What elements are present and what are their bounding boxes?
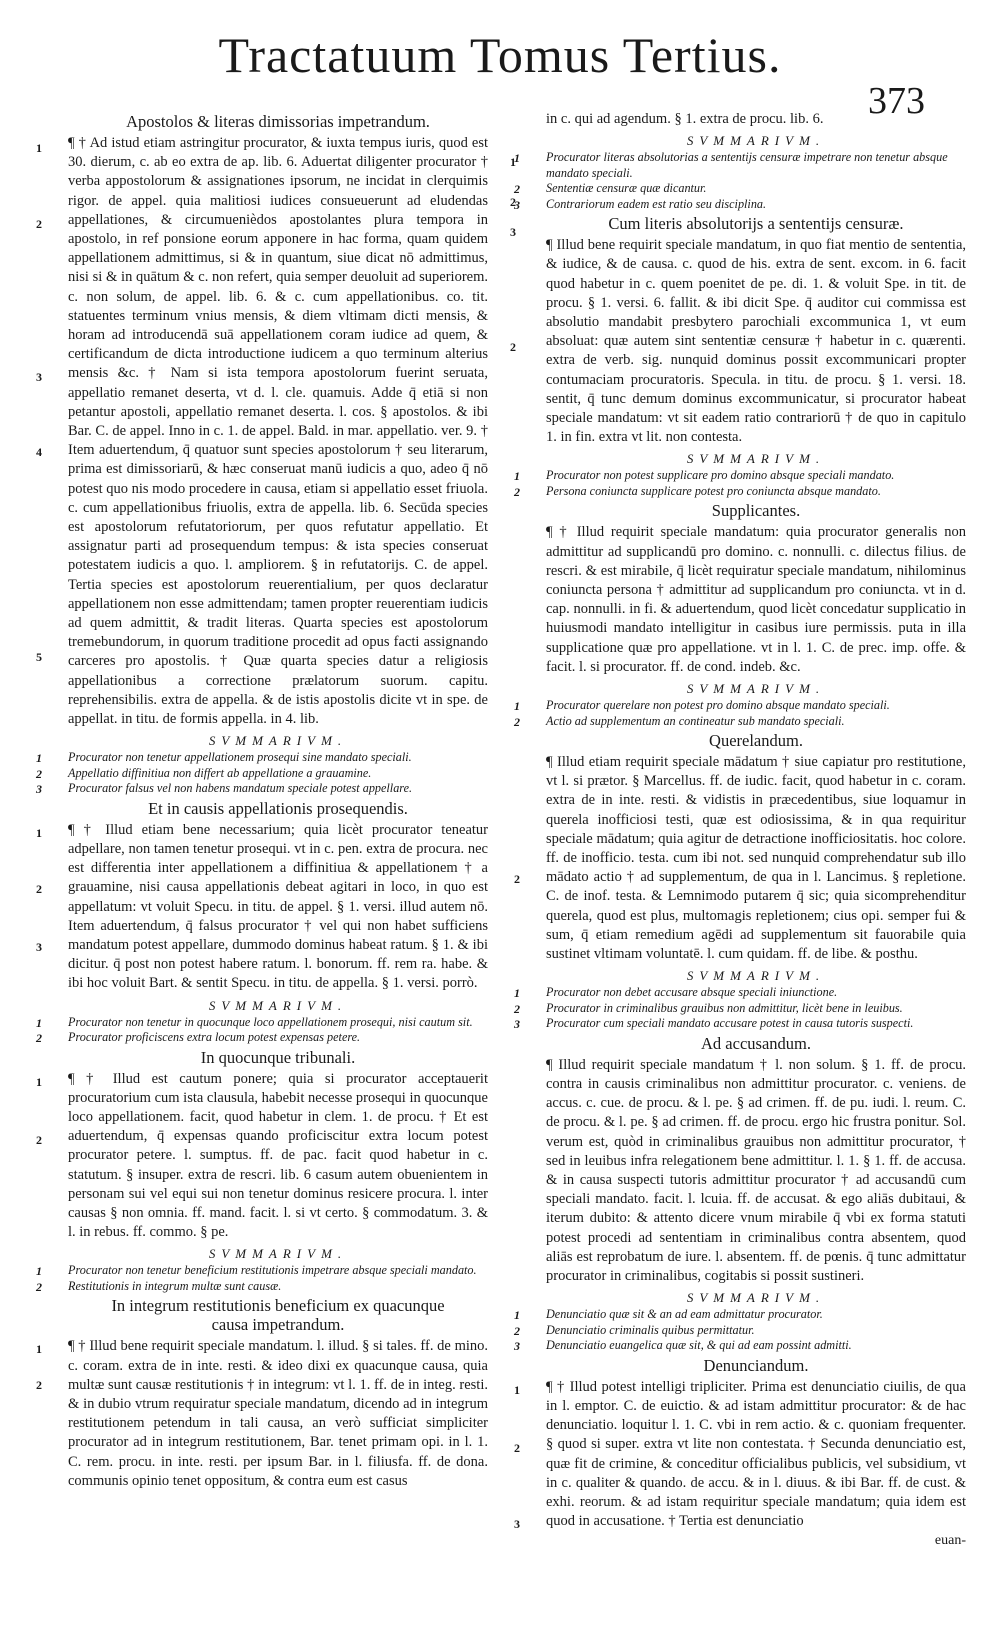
right-column	[514, 110, 966, 1549]
summary-item: 2 Restitutionis in integrum multæ sunt causæ.	[36, 1278, 282, 1294]
opening-heading: Apostolos & literas dimissorias impetrandum.	[126, 112, 430, 131]
paragraph-apostolos	[36, 134, 516, 729]
summary-item: 2 Sententiæ censuræ quæ dicantur.	[514, 181, 707, 197]
summary-item: 2 Denunciatio criminalis quibus permittatur.	[514, 1322, 755, 1338]
left-column	[36, 110, 516, 1492]
body-paragraph: ¶ Illud bene requirit speciale mandatum, in quo fiat mentio de sententia, & iudice, & de causa. c. quod de his. extra de sent. excom. in 6. facit quod habetur in c. quem poenitet de pe. di. 1. & voluit Spe. in tit. de procu. § 1. versi. 6. fallit. & ibi dicit Spe. q̄ auditor cui commissa est absolutio mandabit presbytero parochiali excommunica 1, vt eum absoluat: quæ autem sint sententiæ censuræ † habetur in c. quærenti. extra de verb. sig. nunquid dominus possit excommunicari propter contumaciam procuratoris. Specula. in titu. de procu. § 1. versi. 18. sentit, q̄ tunc demum dominus excommunicatur, si procurator habeat speciale mandatum: vt sit eadem ratio contrariorū † de quo in capitulo 1. in fin. extra vt lit. non contesta.	[546, 237, 966, 446]
summary-heading: SVMMARIVM.	[686, 451, 826, 467]
body-paragraph: ¶ Illud requirit speciale mandatum † l. non solum. § 1. ff. de procu. contra in causis criminalibus non admittitur procurator. c. veniens. de accus. c. cue. de procu. & l. pe. § ad crimen. ff. de pu. iudi. l. reum. C. de procu. & l. pe. § ad crimen. ff. de procu. ergo hic frustra ponitur. Sol. verum est, quòd in criminalibus grauibus non admittitur procurator, † sed in leuibus infra relegationem bene admittitur. l. 1. § 1. ff. de accusa. & in causa suspecti tutoris admittitur procurator † ad accusandū cum speciali mandato. facit. l. lcuia. ff. de accusat. & ego aliās dubitaui, & iterum dubito: & attento dicere vnum mirabile q̄ vbi ex forma statuti potest procedi ad sententiam in criminalibus contra absentem, quod aliās est reprobatum de iure. l. absentem. ff. de pœnis. q̄ tunc admittatur procurator in criminalibus, cogitabis si possit sustineri.	[546, 1056, 966, 1285]
summary-item: 2 Procurator in criminalibus grauibus non admittitur, licèt bene in leuibus.	[514, 1000, 903, 1016]
margin-number: 5	[36, 650, 42, 664]
margin-number: 1	[510, 155, 516, 169]
summary-item: 3 Contrariorum eadem est ratio seu disciplina.	[514, 196, 767, 212]
paragraph-absolutorijs	[528, 236, 966, 447]
body-paragraph: ¶ † Illud bene requirit speciale mandatum. l. illud. § si tales. ff. de mino. c. coram. extra de in inte. resti. & ideo dixi ex quacunque causa, quia multæ sunt causæ restitutionis † in integrum: vt l. 1. ff. de in integ. resti. & in dubio vtrum requiratur speciale mandatum, dicendo ad in integrum restitutionem petendum in tali causa, an verò sufficiat simpliciter procurator ad in integrum restitutionem, Bar. tenet primam opi. in l. 1. C. rem. procu. in inte. resti. per ipsum Bar. in l. filiusfa. ff. de dona. communis opinio tenet oppositum, & contra eum est casus	[68, 1338, 488, 1489]
section-heading: Ad accusandum.	[701, 1033, 811, 1053]
summary-heading: SVMMARIVM.	[686, 1290, 826, 1306]
paragraph-accusandum	[528, 1056, 966, 1286]
summary-heading: SVMMARIVM.	[686, 968, 826, 984]
summary-item: 1 Procurator non debet accusare absque speciali iniunctione.	[514, 985, 838, 1001]
summary-item: 3 Denunciatio euangelica quæ sit, & qui ad eam possint admitti.	[514, 1338, 852, 1354]
summary-heading: SVMMARIVM.	[208, 997, 348, 1013]
section-heading: Denunciandum.	[703, 1355, 809, 1375]
section-heading: Et in causis appellationis prosequendis.	[148, 798, 408, 818]
section-heading: Supplicantes.	[711, 501, 801, 521]
section-heading: Querelandum.	[709, 731, 803, 751]
paragraph-querelandum: 2 ¶ Illud etiam requirit speciale mādatum † siue capiatur pro restitutione, vt l. si prætor. § Marcellus. ff. de iudic. facit, quod habetur in c. coram. extra de in inte. resti. & vidistis in præcedentibus, siue loquamur in querela inofficiosi testi, quæ est odiosissima, & in qua requiritur speciale mādatum; quia agitur de detractione inofficiositatis. hoc colore. ff. de inofficio. testa. cum ibi not. sed nunquid comprehendatur sub illo mādato actio † ad supplementum, de qua in l. Lancimus. § repletione. C. de inof. testa. & Lemnimodo putarem q̄ sic; quia sicomprehenditur querela, quod est plus, multomagis repletionem; cius opi. semper fui & sum, q̄ etiam remedium agēdi ad supplementum sit fauorabile quia sustinet vltimam voluntatē. l. cum quidam. ff. de libe. & posthu.	[528, 753, 966, 964]
page-number: 373	[868, 80, 925, 122]
paragraph-restitutio: 1 2 ¶ † Illud bene requirit speciale mandatum. l. illud. § si tales. ff. de mino. c. coram. extra de in inte. resti. & ideo dixi ex quacunque causa, quia multæ sunt causæ restitutionis † in integrum: vt l. 1. ff. de in integ. resti. & in dubio vtrum requiratur speciale mandatum, dicendo ad in integrum restitutionem petendum in tali causa, an verò sufficiat simpliciter procurator ad in integrum restitutionem, Bar. tenet primam opi. in l. 1. C. rem. procu. in inte. resti. per ipsum Bar. in l. filiusfa. ff. de dona. communis opinio tenet oppositum, & contra eum est casus	[50, 1337, 488, 1491]
paragraph-supplicantes	[528, 523, 966, 677]
body-paragraph: ¶ † Illud potest intelligi tripliciter. Prima est denunciatio ciuilis, de qua in l. emptor. C. de euictio. & ad istam admittitur procurator: & de hac denunciatio. loquitur l. 1. C. vbi in rem actio. & c. quoniam frequenter. § quod si super. extra vt lite non contestata. † Secunda denunciatio est, quæ fit de crimine, & conceditur officialibus publicis, vel subsidium, vt in c. qualiter & quando. de accu. & in l. diuus. & ibi Bar. ff. de cust. & exhi. reorum. & ad istam requiritur speciale mandatum; quia idem est quod in accusatione. † Tertia est denunciatio	[546, 1378, 966, 1530]
summary-item: 2 Actio ad supplementum an contineatur sub mandato speciali.	[514, 713, 845, 729]
summary-item: 1 Procurator literas absolutorias a sententijs censuræ impetrare non tenetur absque mandato speciali.	[514, 150, 948, 180]
margin-number: 2	[510, 340, 516, 354]
summary-item: 3 Procurator cum speciali mandato accusare potest in causa tutoris suspecti.	[514, 1016, 914, 1032]
summary-heading: SVMMARIVM.	[208, 1246, 348, 1262]
margin-number: 4	[36, 445, 42, 459]
continuation-line: in c. qui ad agendum. § 1. extra de procu. lib. 6.	[546, 111, 824, 127]
catchword: euan-	[934, 1533, 966, 1549]
margin-number: 3	[36, 370, 42, 384]
summary-item: 3 Procurator falsus vel non habens mandatum speciale potest appellare.	[36, 781, 413, 797]
summary-item: 1 Procurator querelare non potest pro domino absque mandato speciali.	[514, 698, 890, 714]
body-paragraph: ¶ † Illud requirit speciale mandatum: quia procurator generalis non admittitur ad supplicandū pro domino. c. nonnulli. c. dilectus filius. de rescri. & est mirabile, q̄ licèt requiratur speciale mandatum, nihilominus coniuncta persona † admittitur ad supplicandum pro coniuncta. vt in d. cap. nonnulli. in fi. & aduertendum, quod licèt concedatur supplicatio in huiusmodi mandato intelligitur in casibus iure permissis. puta in illa supplicatione quæ pro appellatione. vt in l. 1. C. de prec. imp. offe. & facit. l. si procurator. ff. de cond. indeb. &c.	[546, 524, 966, 675]
summary-item: 1 Procurator non tenetur in quocunque loco appellationem prosequi, nisi cautum sit.	[36, 1014, 473, 1030]
section-heading: In quocunque tribunali.	[200, 1047, 356, 1067]
summary-item: 1 Procurator non tenetur appellationem prosequi sine mandato speciali.	[36, 750, 412, 766]
body-paragraph: ¶ † Ad istud etiam astringitur procurator, & iuxta tempus iuris, quod est 30. dierum, c. ab eo extra de ap. lib. 6. Aduertat diligenter procurator † verba appostolorum & assignationes ipsorum, ne incidat in clerquimis rigor. de appel. quia malitiosi iudices consueuerunt ad eludendas appellationes, & circumuenièdos apostolantes plura tempora in apostolo, in ref ponsione eorum apponere in hac forma, quam quidem appellationem admittimus, si & in quantum, siue dicat nō admittimus, nisi si & in quātum & c. non refert, quia semper deuoluit ad superiorem. c. non solum, de appel. lib. 6. & c. cum appellationibus. co. tit. statuentes terminum vnius mensis, & diem vltimam dicti mensis, & horam ad introducendā suā appellationem coram iudice ad quem, & certificandum de dicta introductione iudicem a quo terminum alterius mensis &c. † Nam si ista tempora apostolorum fuerint seruata, appellatio remanet deserta, vt d. l. cle. quamuis. Adde q̄ etiā si non petantur apostoli, appellatio remanet deserta. l. cos. § apostolos. & ibi Bar. C. de appel. Inno in c. 1. de appel. Bald. in mar. appellatio. ver. 9. † Item aduertendum, q̄ quatuor sunt species apostolorum † seu literarum, prima est dimissoriarū, & hæc conseruat manū iudicis a quo, adeo q̄ nō potest quo nis modo procedere in causa, etiam si appellatio esset friuola. c. cum appellationibus friuolis, extra de appella. lib. 6. Secūda species est apostolorum refutatoriorum, per quos refutatur appellatio. Et assignatur parti ad prosequendum tempus: & ista species conseruat potestatem iudicis a quo. l. ampliorem. § in refutatorijs. C. de appel. Tertia species est apostolorum reuerentialium, per quos declaratur appellationem non esse admittendam; tamen propter reuerentiam iudicis ad quem admittit, & tradit literas. Quarta species est apostolorum tremebundorum, in quorum traditione procedit ad opus facti assignando carceres pro apostolis. † Quæ quarta species datur a religiosis appellationibus a correctione prælatorum suorum. capitu. reprehensibilis. extra de appella. & de istis apostolis dicite vt in spe. de appellat. in titu. de formis appella. in 4. lib.	[68, 135, 488, 728]
margin-number: 3	[510, 225, 516, 239]
body-paragraph: ¶ † Illud etiam bene necessarium; quia licèt procurator teneatur adpellare, non tamen tenetur prosequi. vt in c. pen. extra de procura. nec est differentia inter appellationem a diffinitiua & appellationem † a grauamine, nisi causa appellationis debeat agitari in loco, in quo est appellatum: vt voluit Specu. in titu. de appel. § 1. versi. illud autem nō. Item aduertendum, q̄ falsus procurator † vel qui non habet sufficiens mandatum potest appellare, dummodo dominus habeat ratum. § 1. & ibi dicitur. q̄ post non potest habere ratum. l. bonorum. ff. rem ra. habe. & ibi hoc voluit Bart. & sentit Specu. in titu. de appella. § 1. versi. porrò.	[68, 821, 488, 992]
summary-item: 1 Procurator non potest supplicare pro domino absque speciali mandato.	[514, 468, 895, 484]
summary-item: 1 Procurator non tenetur beneficium restitutionis impetrare absque speciali mandato.	[36, 1263, 477, 1279]
section-heading: In integrum restitutionis beneficium ex quacunque	[111, 1296, 445, 1316]
page-title: Tractatuum Tomus Tertius.	[218, 27, 782, 83]
margin-number: 2	[510, 195, 516, 209]
summary-heading: SVMMARIVM.	[208, 733, 348, 749]
section-heading: causa impetrandum.	[211, 1315, 345, 1335]
section-heading: Cum literis absolutorijs a sententijs censuræ.	[608, 214, 904, 234]
summary-heading: SVMMARIVM.	[686, 681, 826, 697]
summary-item: 2 Persona coniuncta supplicare potest pro coniuncta absque mandato.	[514, 483, 881, 499]
margin-number: 1	[36, 141, 42, 155]
body-paragraph: ¶ Illud etiam requirit speciale mādatum † siue capiatur pro restitutione, vt l. si prætor. § Marcellus. ff. de iudic. facit, quod habetur in c. coram. extra de in inte. resti. & vidistis in præcedentibus, siue loquamur in querela inofficiosi testi, quæ est odiosissima, & in qua requiritur speciale mādatum; quia agitur de detractione inofficiositatis. hoc colore. ff. de inofficio. testa. cum ibi not. sed nunquid comprehendatur sub illo mādato actio † ad supplementum, de qua in l. Lancimus. § repletione. C. de inof. testa. & Lemnimodo putarem q̄ sic; quia sicomprehenditur querela, quod est plus, multomagis repletionem; cius opi. semper fui & sum, q̄ etiam remedium agēdi ad supplementum sit fauorabile quia sustinet vltimam voluntatē. l. cum quidam. ff. de libe. & posthu.	[546, 754, 966, 963]
body-paragraph: ¶ † Illud est cautum ponere; quia si procurator acceptauerit procuratorium cum ista clausula, habebit necesse prosequi in quocunque loco appellationem. facit, quod habetur in clem. 1. de procu. † Et est aduertendum, q̄ expensas quando proficiscitur extra locum potest procurator petere. l. sumptus. ff. de pac. facit quod habetur in c. statutum. § insuper. extra de rescri. lib. 6 casum autem obuenientem in personam sui vel equi sui non tenetur dominus resicere procura. l. inter causas § non omnia. ff. mand. facit. l. si vt certo. § commodatum. 3. & l. in rebus. ff. commo. § pe.	[68, 1070, 488, 1241]
paragraph-tribunali: 1 2 ¶ † Illud est cautum ponere; quia si procurator acceptauerit procuratorium cum ista clausula, habebit necesse prosequi in quocunque loco appellationem. facit, quod habetur in clem. 1. de procu. † Et est aduertendum, q̄ expensas quando proficiscitur extra locum potest procurator petere. l. sumptus. ff. de pac. facit quod habetur in c. statutum. § insuper. extra de rescri. lib. 6 casum autem obuenientem in personam sui vel equi sui non tenetur dominus resicere procura. l. inter causas § non omnia. ff. mand. facit. l. si vt certo. § commodatum. 3. & l. in rebus. ff. commo. § pe.	[50, 1070, 488, 1243]
summary-heading: SVMMARIVM.	[686, 133, 826, 149]
summary-item: 2 Procurator proficiscens extra locum potest expensas petere.	[36, 1030, 361, 1046]
summary-item: 2 Appellatio diffinitiua non differt ab appellatione a grauamine.	[36, 765, 372, 781]
paragraph-appellationis: 1 2 3 ¶ † Illud etiam bene necessarium; quia licèt procurator teneatur adpellare, non tamen tenetur prosequi. vt in c. pen. extra de procura. nec est differentia inter appellationem a diffinitiua & appellationem † a grauamine, nisi causa appellationis debeat agitari in loco, in quo est appellatum: vt voluit Specu. in titu. de appel. § 1. versi. illud autem nō. Item aduertendum, q̄ falsus procurator † vel qui non habet sufficiens mandatum potest appellare, dummodo dominus habeat ratum. § 1. & ibi dicitur. q̄ post non potest habere ratum. l. bonorum. ff. rem ra. habe. & ibi hoc voluit Bart. & sentit Specu. in titu. de appella. § 1. versi. porrò.	[50, 821, 488, 994]
paragraph-denunciandum: 1 2 3 ¶ † Illud potest intelligi tripliciter. Prima est denunciatio ciuilis, de qua in l. emptor. C. de euictio. & ad istam admittitur procurator: & de hac denunciatio. loquitur l. 1. C. vbi in rem actio. & c. quoniam frequenter. § quod si super. extra vt lite non contestata. † Secunda denunciatio est, quæ fit de crimine, & conceditur officialibus publicis, vel subsidium, vt in c. qualiter & quando. de accu. & in l. diuus. & ibi Bar. ff. de cust. & exhi. reorum. & ad istam requiritur speciale mandatum; quia idem est quod in accusatione. † Tertia est denunciatio	[514, 1378, 966, 1531]
margin-number: 2	[36, 217, 42, 231]
summary-item: 1 Denunciatio quæ sit & an ad eam admittatur procurator.	[514, 1307, 823, 1323]
